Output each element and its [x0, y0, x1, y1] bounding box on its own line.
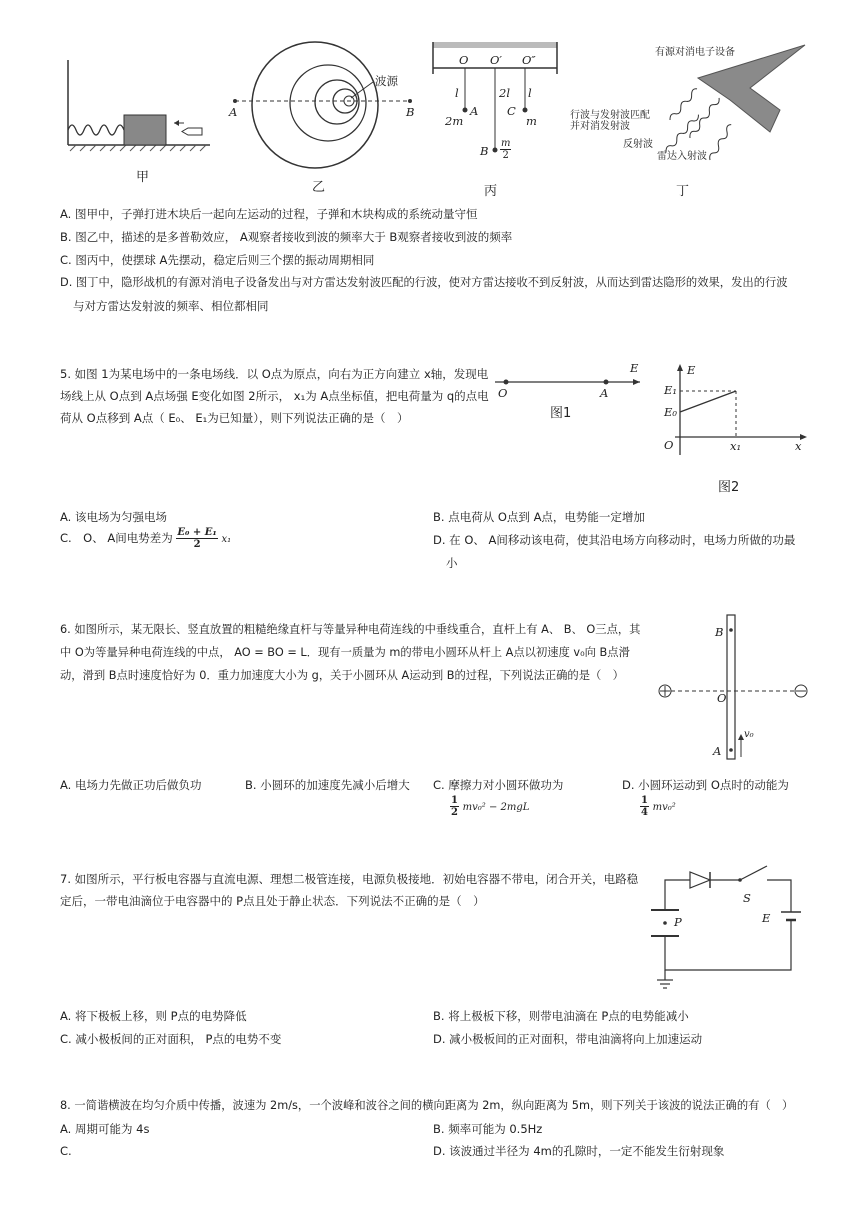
q4-option-d: D. 图丁中，隐形战机的有源对消电子设备发出与对方雷达发射波匹配的行波，使对方雷达接收不到反射波，从而达到雷达隐形的效果，发出的行波 [60, 276, 788, 289]
q4-option-a: A. 图甲中，子弹打进木块后一起向左运动的过程，子弹和木块构成的系统动量守恒 [60, 207, 478, 221]
q6-option-d: D. 小圆环运动到 O点时的动能为 [622, 778, 789, 792]
q5-option-d: D. 在 O、 A间移动该电荷，使其沿电场方向移动时，电场力所做的功最 [433, 533, 796, 547]
label-bing-o1: O′ [490, 53, 503, 67]
q6-stem-2: 中 O为等量异种电荷连线的中点， AO = BO = L．现有一质量为 m的带电小圆环从杆上 A点以初速度 v₀向 B点滑 [60, 646, 630, 659]
q5-fig2-e1: E₁ [664, 383, 678, 397]
q5-stem-3: 荷从 O点移到 A点（ E₀、 E₁为已知量），则下列说法正确的是（ ） [60, 411, 409, 425]
label-bing-half: $\frac{m}{2}$ [501, 138, 511, 161]
q5-fig2-x: x [795, 439, 802, 453]
q8-option-a: A. 周期可能为 4s [60, 1122, 150, 1136]
q5-fig1-caption: 图1 [550, 406, 572, 421]
q5-fig2-o: O [664, 438, 674, 452]
q5-fig1-e: E [630, 361, 639, 375]
label-bing-2l: 2l [499, 86, 510, 100]
q6-fig-o: O [717, 691, 727, 705]
caption-yi: 乙 [312, 180, 326, 195]
q7-stem-1: 7. 如图所示，平行板电容器与直流电源、理想二极管连接，电源负极接地．初始电容器不带电，闭合开关，电路稳 [60, 872, 639, 886]
q6-option-c: C. 摩擦力对小圆环做功为 [433, 778, 564, 792]
q6-fig-a: A [713, 744, 722, 758]
q6-fig-b: B [715, 625, 724, 639]
q6-stem-1: 6. 如图所示，某无限长、竖直放置的粗糙绝缘直杆与等量异种电荷连线的中垂线重合，直杆上有 A、 B、 O三点，其 [60, 623, 641, 636]
q5-stem-1: 5. 如图 1为某电场中的一条电场线．以 O点为原点，向右为正方向建立 x轴，发现电 [60, 367, 489, 381]
q7-option-b: B. 将上极板下移，则带电油滴在 P点的电势能减小 [433, 1009, 689, 1023]
q5-option-d-cont: 小 [446, 556, 458, 570]
q7-option-a: A. 将下极板上移，则 P点的电势降低 [60, 1009, 247, 1023]
label-match1: 行波与发射波匹配 [570, 110, 650, 121]
q5-fig1-a: A [600, 386, 609, 400]
q7-stem-2: 定后，一带电油滴位于电容器中的 P点且处于静止状态．下列说法不正确的是（ ） [60, 894, 485, 908]
q6-option-b: B. 小圆环的加速度先减小后增大 [245, 778, 410, 792]
q5-stem-2: 场线上从 O点到 A点场强 E变化如图 2所示， x₁为 A点坐标值，把电荷量为 q的点电 [60, 389, 489, 403]
q5-option-a: A. 该电场为匀强电场 [60, 510, 167, 524]
label-wave-source: 波源 [375, 74, 398, 88]
label-reflect: 反射波 [623, 139, 653, 150]
q6-stem-3: 动，滑到 B点时速度恰好为 0．重力加速度大小为 g，关于小圆环从 A运动到 B的过程，下列说法正确的是（ ） [60, 669, 624, 682]
label-match2: 并对消发射波 [570, 121, 630, 132]
label-bing-l1: l [455, 86, 459, 100]
q5-option-b: B. 点电荷从 O点到 A点，电势能一定增加 [433, 510, 645, 524]
q5-fig2-e: E [687, 363, 696, 377]
label-yi-a: A [229, 105, 238, 119]
label-bing-a: A [470, 104, 479, 118]
caption-jia: 甲 [136, 170, 150, 185]
q8-option-d: D. 该波通过半径为 4m的孔隙时，一定不能发生衍射现象 [433, 1144, 725, 1158]
q7-fig-e: E [762, 911, 771, 925]
label-bing-o: O [459, 53, 469, 67]
q7-circuit-figure [645, 862, 805, 997]
label-bing-l2: l [528, 86, 532, 100]
q8-option-b: B. 频率可能为 0.5Hz [433, 1122, 543, 1136]
q7-fig-p: P [674, 915, 682, 929]
label-device: 有源对消电子设备 [655, 47, 735, 58]
figure-jia [60, 55, 220, 155]
q4-option-c: C. 图丙中，使摆球 A先摆动，稳定后则三个摆的振动周期相同 [60, 253, 375, 267]
q8-option-c: C. [60, 1144, 72, 1158]
label-bing-m: m [526, 114, 537, 128]
label-bing-2m: 2m [445, 114, 464, 128]
label-bing-b: B [480, 144, 489, 158]
q6-figure [655, 612, 815, 762]
q8-stem: 8. 一简谐横波在均匀介质中传播，波速为 2m/s，一个波峰和波谷之间的横向距离为 2m，纵向距离为 5m，则下列关于该波的说法正确的有（ ） [60, 1099, 794, 1112]
q7-fig-s: S [743, 891, 751, 905]
q7-option-c: C. 减小极板间的正对面积， P点的电势不变 [60, 1032, 282, 1046]
label-bing-c: C [507, 104, 516, 118]
q4-option-b: B. 图乙中，描述的是多普勒效应， A观察者接收到波的频率大于 B观察者接收到波的频率 [60, 230, 513, 244]
q6-fig-v0: v₀ [744, 729, 754, 740]
q6-option-a: A. 电场力先做正功后做负功 [60, 778, 202, 792]
label-yi-b: B [406, 105, 415, 119]
caption-ding: 丁 [676, 184, 690, 199]
q6-option-d-expr: $\frac{1}{4}$ mv₀² [641, 795, 676, 818]
q7-option-d: D. 减小极板间的正对面积，带电油滴将向上加速运动 [433, 1032, 703, 1046]
label-bing-o2: O″ [522, 53, 536, 67]
q5-fig2-x1: x₁ [730, 439, 742, 453]
figure-yi [225, 40, 420, 175]
q4-option-d-cont: 与对方雷达发射波的频率、相位都相同 [73, 299, 269, 313]
q5-figure-1 [490, 362, 650, 402]
q5-fig2-e0: E₀ [664, 405, 678, 419]
q5-option-c: C. O、 A间电势差为 $\frac{\text{E₀ + E₁}}{2}$ x₁ [60, 527, 232, 550]
q5-fig1-o: O [498, 386, 508, 400]
q6-option-c-expr: $\frac{1}{2}$ mv₀² − 2mgL [451, 795, 530, 818]
caption-bing: 丙 [484, 184, 498, 199]
label-radar: 雷达入射波 [657, 151, 707, 162]
q5-fig2-caption: 图2 [718, 480, 740, 495]
